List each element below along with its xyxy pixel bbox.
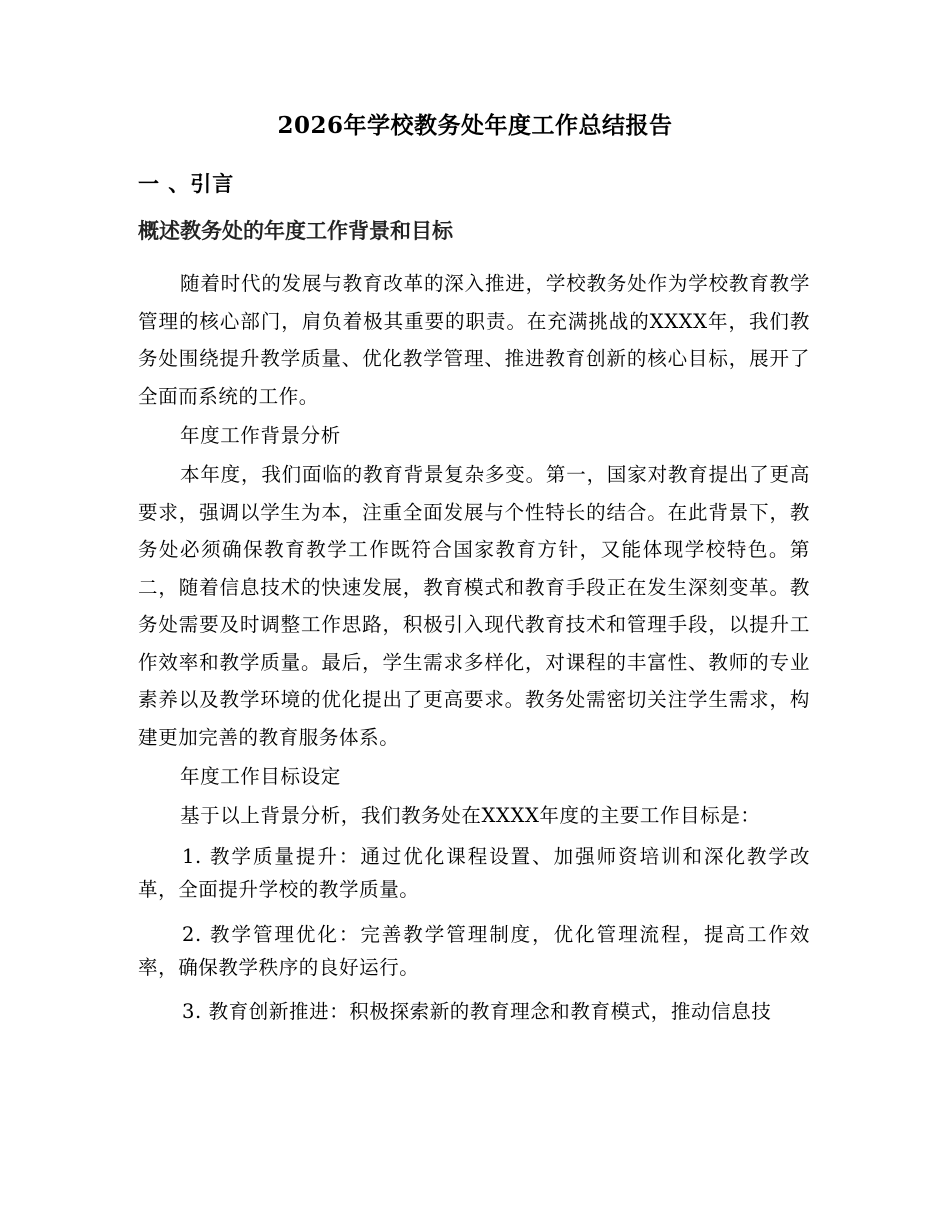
intro-paragraph: 随着时代的发展与教育改革的深入推进，学校教务处作为学校教育教学管理的核心部门，肩负着极其重要的职责。在充满挑战的XXXX年，我们教务处围绕提升教学质量、优化教学管理、推进教育创新的核心目标，展开了全面而系统的工作。 bbox=[138, 272, 810, 408]
goal-item-1: 1. 教学质量提升：通过优化课程设置、加强师资培训和深化教学改革，全面提升学校的教学质量。 bbox=[138, 845, 810, 901]
background-heading: 年度工作背景分析 bbox=[180, 424, 341, 447]
goal-item-3: 3. 教育创新推进：积极探索新的教育理念和教育模式，推动信息技 bbox=[182, 1000, 772, 1023]
goals-heading: 年度工作目标设定 bbox=[180, 765, 341, 788]
goals-intro: 基于以上背景分析，我们教务处在XXXX年度的主要工作目标是： bbox=[180, 804, 761, 827]
section-heading-intro: 一 、引言 bbox=[138, 171, 235, 196]
document-title: 2026年学校教务处年度工作总结报告 bbox=[277, 112, 673, 139]
background-paragraph: 本年度，我们面临的教育背景复杂多变。第一，国家对教育提出了更高要求，强调以学生为本，注重全面发展与个性特长的结合。在此背景下，教务处必须确保教育教学工作既符合国家教育方针，又能体现学校特色。第二，随着信息技术的快速发展，教育模式和教育手段正在发生深刻变革。教务处需要及时调整工作思路，积极引入现代教育技术和管理手段，以提升工作效率和教学质量。最后，学生需求多样化，对课程的丰富性、教师的专业素养以及教学环境的优化提出了更高要求。教务处需密切关注学生需求，构建更加完善的教育服务体系。 bbox=[138, 463, 810, 749]
goal-item-2: 2. 教学管理优化：完善教学管理制度，优化管理流程，提高工作效率，确保教学秩序的良好运行。 bbox=[138, 923, 810, 979]
section-subheading: 概述教务处的年度工作背景和目标 bbox=[138, 218, 453, 243]
